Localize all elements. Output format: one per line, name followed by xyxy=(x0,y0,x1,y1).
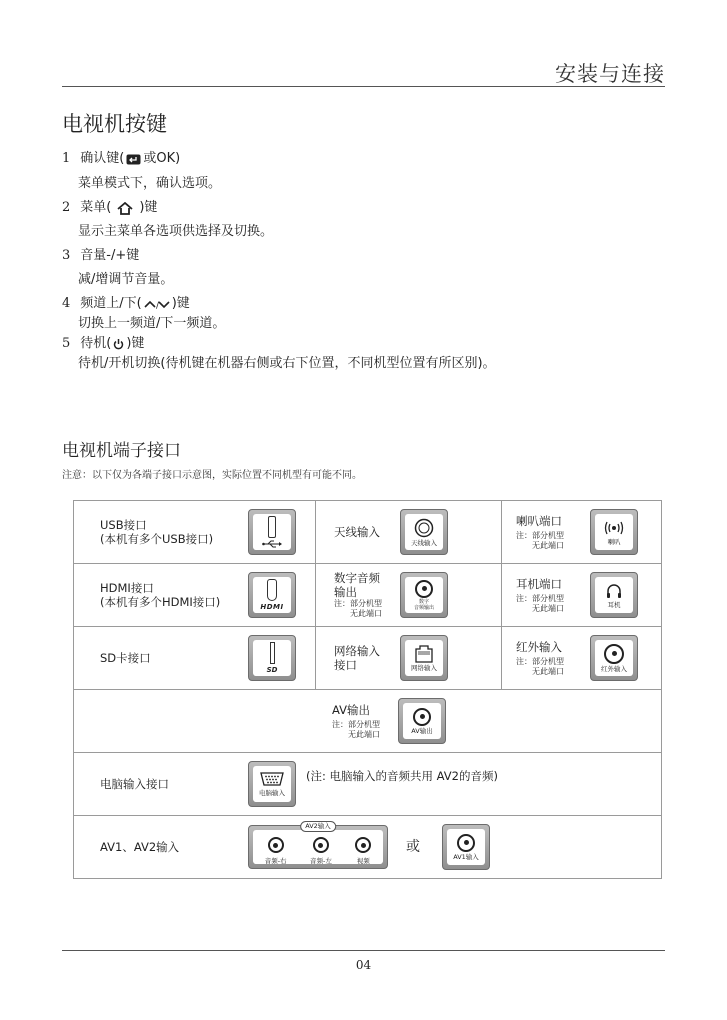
headphone-label: 耳机端口 xyxy=(516,576,562,591)
headphone-port-tile xyxy=(590,572,638,618)
key-number: 3 xyxy=(62,248,71,263)
svg-text:/: / xyxy=(155,300,159,310)
antenna-label: 天线输入 xyxy=(334,525,380,539)
av-out-jack-icon xyxy=(413,708,431,726)
ir-label: 红外输入 xyxy=(516,639,562,654)
av2-port-panel xyxy=(248,822,388,869)
speaker-icon xyxy=(602,519,626,537)
chapter-title: 安装与连接 xyxy=(555,62,665,86)
key-title: 待机( xyxy=(80,336,112,351)
vga-port-icon xyxy=(260,772,284,786)
hdmi-label: HDMI接口 xyxy=(100,581,154,595)
av2-group-caption: AV2输入 xyxy=(300,821,336,832)
key-title: 频道上/下( xyxy=(80,296,142,311)
av-out-note-1: 注：部分机型 xyxy=(332,719,380,729)
port-cell-speaker xyxy=(502,501,662,564)
network-label-2: 接口 xyxy=(334,658,357,672)
jack-caption: 视频 xyxy=(356,857,370,865)
usb-port-tile xyxy=(248,509,296,555)
port-cell-pc xyxy=(74,753,662,816)
network-label: 网络输入 xyxy=(334,644,380,658)
port-cell-ir xyxy=(502,627,662,690)
key-list xyxy=(62,150,496,373)
enter-icon xyxy=(126,154,141,165)
key-item xyxy=(62,199,496,241)
pc-caption: 电脑输入 xyxy=(259,788,285,797)
key-title-suffix: )键 xyxy=(126,336,145,351)
port-cell-antenna xyxy=(316,501,502,564)
port-cell-digital-audio xyxy=(316,564,502,627)
ir-port-tile xyxy=(590,635,638,681)
speaker-caption: 喇叭 xyxy=(607,537,621,546)
av-out-label: AV输出 xyxy=(332,702,370,717)
digital-audio-note-1: 注：部分机型 xyxy=(334,599,382,608)
or-label: 或 xyxy=(406,839,420,855)
ir-note-1: 注：部分机型 xyxy=(516,656,564,666)
audio-left-jack-icon xyxy=(313,837,329,853)
table-row xyxy=(74,627,662,690)
network-port-tile xyxy=(400,635,448,681)
key-title-suffix: )键 xyxy=(139,200,158,215)
port-cell-av-in xyxy=(74,816,662,879)
speaker-port-tile xyxy=(590,509,638,555)
port-cell-network xyxy=(316,627,502,690)
av-out-caption: AV输出 xyxy=(411,726,433,735)
port-cell-hdmi xyxy=(74,564,316,627)
ir-note-2: 无此端口 xyxy=(532,666,564,676)
hdmi-slot-icon xyxy=(267,579,277,601)
key-item xyxy=(62,247,496,289)
ir-caption: 红外输入 xyxy=(601,664,627,673)
antenna-caption: 天线输入 xyxy=(411,538,437,547)
jack-caption: 音频-右 xyxy=(264,857,287,865)
key-description: 切换上一频道/下一频道。 xyxy=(78,316,226,331)
hdmi-sublabel: (本机有多个HDMI接口) xyxy=(100,595,221,609)
sd-slot-icon xyxy=(270,642,275,664)
pc-audio-note: (注: 电脑输入的音频共用 AV2的音频) xyxy=(306,769,498,783)
video-jack-icon xyxy=(355,837,371,853)
digital-audio-caption-2: 音频输出 xyxy=(413,604,434,611)
sd-logo: SD xyxy=(266,666,278,674)
table-row xyxy=(74,753,662,816)
hdmi-port-tile xyxy=(248,572,296,618)
ports-note: 注意：以下仅为各端子接口示意图，实际位置不同机型有可能不同。 xyxy=(62,470,362,481)
audio-right-jack-icon xyxy=(268,837,284,853)
section-title-keys: 电视机按键 xyxy=(62,112,167,136)
key-item xyxy=(62,295,496,333)
av-out-note-2: 无此端口 xyxy=(348,729,380,739)
table-row xyxy=(74,501,662,564)
usb-label: USB接口 xyxy=(100,518,147,532)
hdmi-logo: HDMI xyxy=(260,603,284,611)
antenna-jack-icon xyxy=(414,518,434,538)
key-number: 2 xyxy=(62,200,71,215)
power-icon xyxy=(113,338,124,350)
speaker-note-1: 注：部分机型 xyxy=(516,530,564,540)
headphone-note-1: 注：部分机型 xyxy=(516,593,564,603)
speaker-note-2: 无此端口 xyxy=(532,540,564,550)
av1-jack-icon xyxy=(457,834,475,852)
av-in-label: AV1、AV2输入 xyxy=(100,840,180,854)
sd-port-tile xyxy=(248,635,296,681)
ir-jack-icon xyxy=(604,644,624,664)
av1-caption: AV1输入 xyxy=(453,852,479,861)
av1-port-tile xyxy=(442,824,490,870)
key-number: 1 xyxy=(62,151,71,166)
pc-label: 电脑输入接口 xyxy=(100,777,169,791)
digital-audio-caption-1: 数字 xyxy=(418,598,429,605)
digital-audio-label: 数字音频 xyxy=(334,571,380,585)
key-title-suffix: )键 xyxy=(171,296,190,311)
optical-jack-icon xyxy=(415,580,433,598)
jack-caption: 音频-左 xyxy=(309,857,332,865)
key-item xyxy=(62,335,496,373)
port-cell-sd xyxy=(74,627,316,690)
footer-rule xyxy=(62,950,665,951)
key-title: 音量-/+键 xyxy=(80,248,140,263)
headphone-note-2: 无此端口 xyxy=(532,603,564,613)
key-number: 4 xyxy=(62,296,71,311)
key-item xyxy=(62,150,496,193)
av-out-port-tile xyxy=(398,698,446,744)
table-row xyxy=(74,690,662,753)
usb-slot-icon xyxy=(268,516,276,538)
header-rule xyxy=(62,86,665,87)
page-number: 04 xyxy=(355,958,372,972)
digital-audio-note-2: 无此端口 xyxy=(350,609,382,618)
key-description: 显示主菜单各选项供选择及切换。 xyxy=(78,224,274,239)
table-row xyxy=(74,564,662,627)
digital-audio-label-2: 输出 xyxy=(334,585,357,599)
digital-audio-port-tile xyxy=(400,572,448,618)
key-description: 菜单模式下，确认选项。 xyxy=(78,176,222,191)
ports-table xyxy=(73,500,662,879)
key-title: 菜单( xyxy=(80,200,112,215)
port-cell-usb xyxy=(74,501,316,564)
ethernet-port-icon xyxy=(414,645,434,663)
pc-port-tile xyxy=(248,761,296,807)
headphone-caption: 耳机 xyxy=(607,600,621,609)
port-cell-headphone xyxy=(502,564,662,627)
speaker-label: 喇叭端口 xyxy=(516,513,562,528)
key-title-suffix: 或OK) xyxy=(143,151,181,166)
usb-symbol-icon xyxy=(262,540,282,548)
key-description: 减/增调节音量。 xyxy=(78,272,174,287)
section-title-ports: 电视机端子接口 xyxy=(62,441,181,461)
up-down-icon xyxy=(144,299,170,310)
sd-label: SD卡接口 xyxy=(100,651,151,665)
key-title: 确认键( xyxy=(80,151,125,166)
usb-sublabel: (本机有多个USB接口) xyxy=(100,532,214,546)
table-row xyxy=(74,816,662,879)
antenna-port-tile xyxy=(400,509,448,555)
headphone-icon xyxy=(605,582,623,600)
key-number: 5 xyxy=(62,336,71,351)
key-description: 待机/开机切换(待机键在机器右侧或右下位置，不同机型位置有所区别)。 xyxy=(78,356,496,371)
network-caption: 网络输入 xyxy=(411,663,437,672)
home-icon xyxy=(117,202,133,215)
port-cell-av-out xyxy=(74,690,662,753)
